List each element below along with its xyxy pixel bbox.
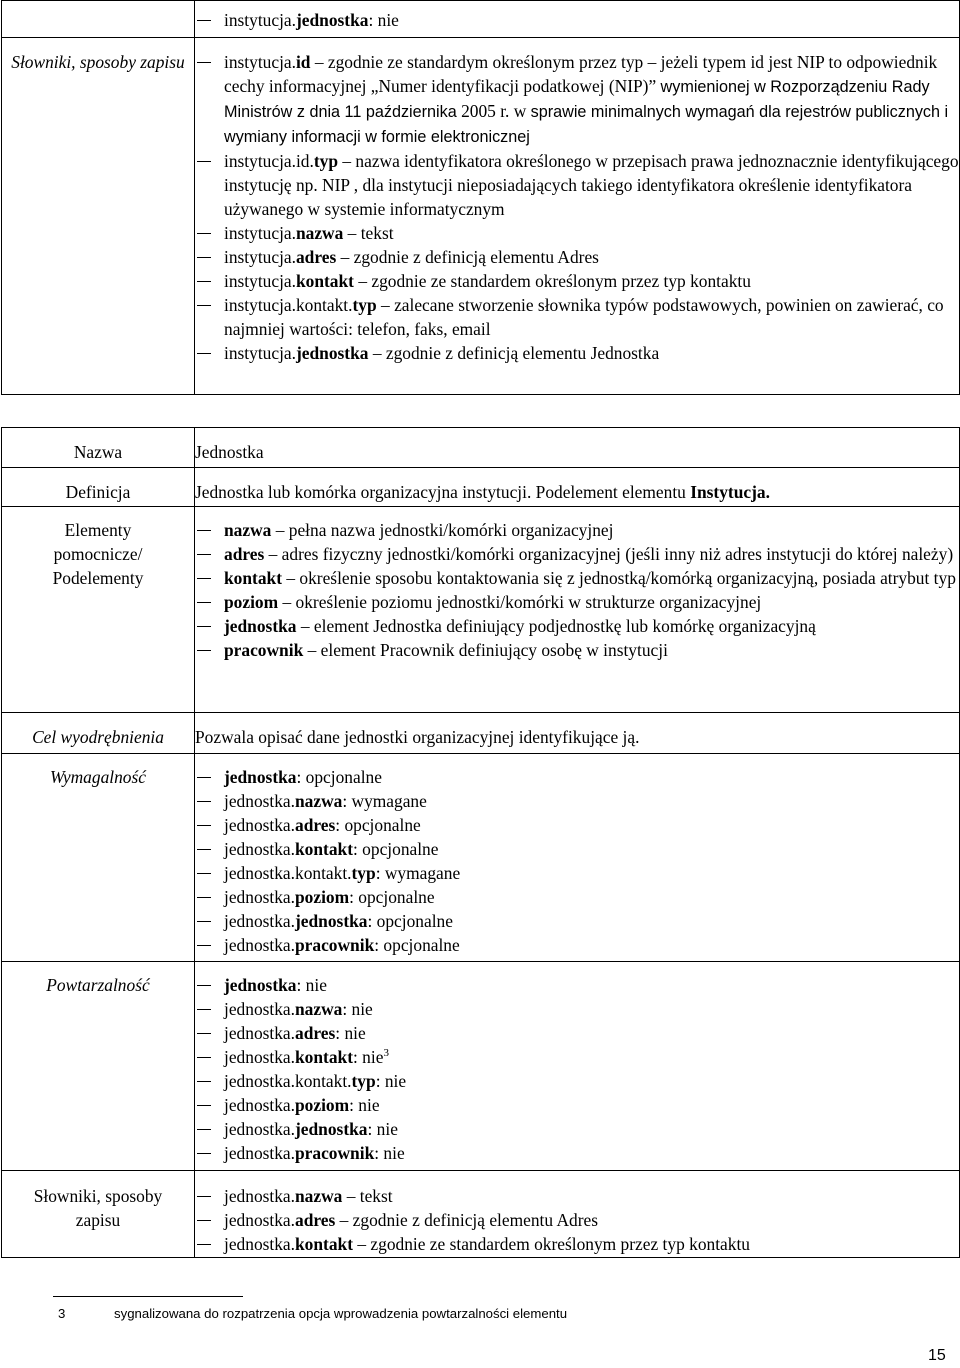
table-row	[2, 1171, 960, 1258]
page-number: 15	[928, 1347, 946, 1364]
dash-separator: –	[286, 568, 296, 588]
list-item: jednostka: nie	[195, 973, 959, 997]
list-item: jednostka.adres: opcjonalne	[195, 813, 959, 837]
list-item: instytucja.jednostka – zgodnie z definicją elementu Jednostka	[195, 341, 959, 365]
dash-separator: –	[372, 343, 382, 363]
list-item: jednostka.pracownik: opcjonalne	[195, 933, 959, 957]
elementy-value	[195, 507, 960, 713]
list-item: jednostka.pracownik: nie	[195, 1141, 959, 1165]
dash-separator: –	[357, 1234, 367, 1254]
list-item: jednostka.nazwa – tekst	[195, 1184, 959, 1208]
wymagalnosc-value	[195, 754, 960, 962]
footnote-separator	[53, 1296, 243, 1297]
list-item: jednostka.kontakt: nie$^3$	[195, 1045, 959, 1069]
footnote	[58, 1305, 567, 1323]
empty-label-cell	[2, 1, 195, 38]
nazwa-label: Nazwa	[2, 428, 195, 468]
cel-label: Cel wyodrębnienia	[2, 713, 195, 754]
table-row	[2, 468, 960, 507]
dash-separator: –	[347, 223, 357, 243]
dash-separator: –	[275, 520, 285, 540]
list-item: jednostka.jednostka: opcjonalne	[195, 909, 959, 933]
dash-separator: –	[300, 616, 310, 636]
list-item: jednostka – element Jednostka definiujący podjednostkę lub komórkę organizacyjną	[195, 614, 959, 638]
table-row	[2, 507, 960, 713]
list-item: instytucja.kontakt.typ – zalecane stworzenie słownika typów podstawowych, powinien on zawierać, co najmniej wartości: telefon, faks, email	[195, 293, 959, 341]
dash-separator: –	[340, 247, 350, 267]
table-row	[2, 754, 960, 962]
list-item: jednostka: opcjonalne	[195, 765, 959, 789]
slowniki-list	[195, 50, 959, 365]
list-item: jednostka.adres: nie	[195, 1021, 959, 1045]
list-item: instytucja.kontakt – zgodnie ze standardem określonym przez typ kontaktu	[195, 269, 959, 293]
wymagalnosc-label: Wymagalność	[2, 754, 195, 962]
dash-separator: –	[307, 640, 317, 660]
definicja-label: Definicja	[2, 468, 195, 507]
list-item: jednostka.kontakt: opcjonalne	[195, 837, 959, 861]
jednostka-slowniki-list	[195, 1184, 959, 1256]
list-item: jednostka.poziom: nie	[195, 1093, 959, 1117]
dash-separator: –	[358, 271, 368, 291]
list-item: pracownik – element Pracownik definiujący osobę w instytucji	[195, 638, 959, 662]
table-row	[2, 962, 960, 1171]
list-item: jednostka.nazwa: wymagane	[195, 789, 959, 813]
list-item: adres – adres fizyczny jednostki/komórki organizacyjnej (jeśli inny niż adres instytucji do której należy)	[195, 542, 959, 566]
jednostka-table	[1, 427, 960, 1258]
row-content-slowniki	[195, 38, 960, 395]
slowniki-label: Słowniki, sposoby zapisu	[2, 1171, 195, 1258]
table-row	[2, 38, 960, 395]
continued-list	[195, 8, 959, 32]
list-item: instytucja.id.typ – nazwa identyfikatora określonego w przepisach prawa jednoznacznie identyfikującego instytucję np. NIP , dla instytucji nieposiadających takiego identyfikatora określenie identyfikatora używanego w systemie informatycznym	[195, 149, 959, 221]
dash-separator: –	[647, 52, 657, 72]
list-item: instytucja.nazwa – tekst	[195, 221, 959, 245]
dash-separator: –	[381, 295, 390, 315]
dash-separator: –	[342, 151, 352, 171]
list-item: jednostka.kontakt – zgodnie ze standardem określonym przez typ kontaktu	[195, 1232, 959, 1256]
list-item: jednostka.nazwa: nie	[195, 997, 959, 1021]
dash-separator: –	[314, 52, 324, 72]
footnote-number: 3	[58, 1306, 66, 1321]
footnote-text: sygnalizowana do rozpatrzenia opcja wprowadzenia powtarzalności elementu	[114, 1306, 568, 1321]
dash-separator: –	[282, 592, 292, 612]
powtarzalnosc-value	[195, 962, 960, 1171]
instytucja-table	[1, 0, 960, 395]
nazwa-value: Jednostka	[195, 428, 960, 468]
list-item: poziom – określenie poziomu jednostki/komórki w strukturze organizacyjnej	[195, 590, 959, 614]
list-item: nazwa – pełna nazwa jednostki/komórki organizacyjnej	[195, 518, 959, 542]
list-item: instytucja.adres – zgodnie z definicją elementu Adres	[195, 245, 959, 269]
list-item: jednostka.jednostka: nie	[195, 1117, 959, 1141]
list-item: instytucja.jednostka: nie	[195, 8, 959, 32]
list-item: jednostka.poziom: opcjonalne	[195, 885, 959, 909]
row-label-slowniki: Słowniki, sposoby zapisu	[2, 38, 195, 395]
dash-separator: –	[339, 1210, 349, 1230]
table-row	[2, 1, 960, 38]
cel-value: Pozwala opisać dane jednostki organizacyjnej identyfikujące ją.	[195, 713, 960, 754]
powtarzalnosc-label: Powtarzalność	[2, 962, 195, 1171]
powtarzalnosc-list	[195, 973, 959, 1165]
continued-cell	[195, 1, 960, 38]
slowniki-value	[195, 1171, 960, 1258]
table-row	[2, 428, 960, 468]
dash-separator: –	[268, 544, 278, 564]
list-item: jednostka.kontakt.typ: nie	[195, 1069, 959, 1093]
elementy-list	[195, 518, 959, 662]
dash-separator: –	[346, 1186, 356, 1206]
list-item: instytucja.id – zgodnie ze standardym określonym przez typ – jeżeli typem id jest NIP to odpowiednik cechy informacyjnej „Numer identyfikacji podatkowej (NIP)” wymienionej w Rozporządzeniu Rady Ministrów z dnia 11 października 2005 r. w sprawie minimalnych wymagań dla rejestrów publicznych i wymiany informacji w formie elektronicznej	[195, 50, 959, 149]
list-item: jednostka.kontakt.typ: wymagane	[195, 861, 959, 885]
elementy-label: Elementy pomocnicze/ Podelementy	[2, 507, 195, 713]
list-item: jednostka.adres – zgodnie z definicją elementu Adres	[195, 1208, 959, 1232]
definicja-value: Jednostka lub komórka organizacyjna instytucji. Podelement elementu Instytucja.	[195, 468, 960, 507]
list-item: kontakt – określenie sposobu kontaktowania się z jednostką/komórką organizacyjną, posiada atrybut typ	[195, 566, 959, 590]
table-row	[2, 713, 960, 754]
wymagalnosc-list	[195, 765, 959, 957]
